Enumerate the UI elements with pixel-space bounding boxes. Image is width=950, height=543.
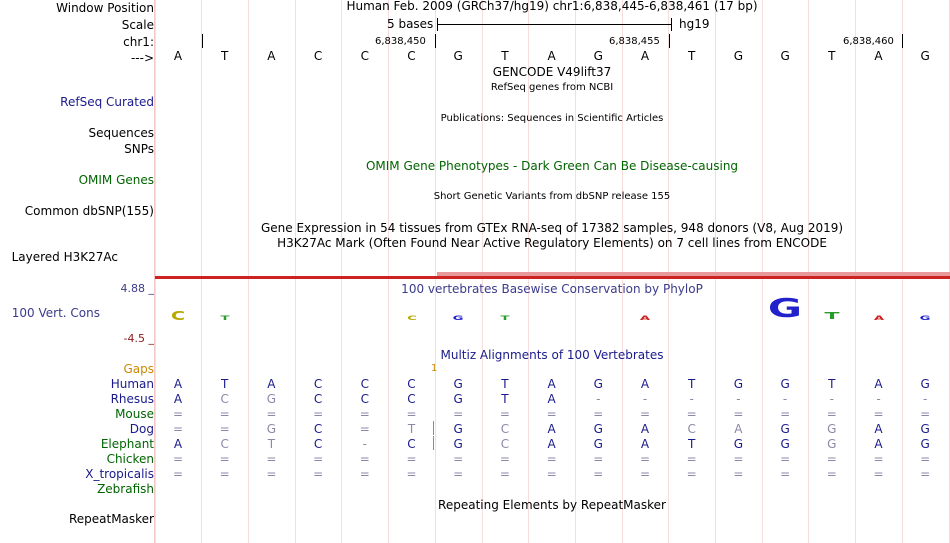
reference-base: T [828,49,836,63]
alignment-base: G [733,437,744,451]
alignment-base: = [172,422,184,436]
alignment-base: = [593,452,604,466]
phylop-logo-letter: T [824,311,840,322]
alignment-base: = [780,467,791,481]
alignment-base: A [640,377,650,391]
alignment-base: C [500,422,510,436]
ruler-label: 6,838,460 [843,36,894,47]
alignment-base: = [313,467,324,481]
alignment-base: A [267,377,276,391]
species-label[interactable]: X_tropicalis [85,467,154,481]
alignment-base: = [219,407,230,421]
alignment-base: C [500,437,510,451]
alignment-base: = [359,452,370,466]
alignment-base: G [453,437,463,451]
alignment-base: A [874,437,883,451]
alignment-base: = [359,407,370,421]
base-gridline [295,0,296,543]
base-gridline [435,0,436,543]
insertion-marker [433,436,434,450]
assembly-label: hg19 [679,17,710,31]
alignment-base: - [782,392,788,406]
alignment-base: = [546,467,557,481]
snps-label[interactable]: SNPs [124,142,154,156]
alignment-base: - [362,437,367,451]
h3k27ac-signal-band [155,276,950,279]
alignment-base: = [453,407,464,421]
refseq-subtitle[interactable]: RefSeq genes from NCBI [490,82,614,93]
alignment-base: = [920,452,931,466]
alignment-base: = [406,407,417,421]
reference-base: T [688,49,696,63]
alignment-base: G [827,422,837,436]
gaps-label[interactable]: Gaps [123,362,154,376]
alignment-base: = [826,407,837,421]
base-gridline [155,0,156,543]
alignment-base: T [688,377,696,391]
species-label[interactable]: Mouse [115,407,154,421]
reference-base: C [407,49,416,63]
alignment-base: T [688,437,696,451]
alignment-base: A [640,437,650,451]
alignment-base: = [686,407,697,421]
ruler-label: 6,838,450 [375,36,426,47]
reference-base: A [874,49,883,63]
alignment-base: - [642,392,648,406]
alignment-base: T [407,422,416,436]
reference-base: A [547,49,556,63]
alignment-base: = [593,407,604,421]
h3k27ac-title[interactable]: H3K27Ac Mark (Often Found Near Active Regulatory Elements) on 7 cell lines from ENCODE [277,236,827,250]
ruler-label: 6,838,455 [609,36,660,47]
alignment-base: = [639,452,651,466]
alignment-base: = [406,452,417,466]
alignment-base: = [920,407,931,421]
alignment-base: T [221,377,229,391]
alignment-base: G [593,422,603,436]
alignment-base: C [220,392,229,406]
species-label[interactable]: Human [110,377,154,391]
alignment-base: = [313,407,324,421]
alignment-base: = [266,407,277,421]
reference-base: G [453,49,463,63]
vert-cons-label[interactable]: 100 Vert. Cons [11,306,100,320]
alignment-base: G [920,422,930,436]
alignment-base: G [827,437,837,451]
multiz-title[interactable]: Multiz Alignments of 100 Vertebrates [440,348,664,362]
track-labels [0,0,154,543]
gap-count-marker: 1 [431,363,438,374]
alignment-base: C [313,437,323,451]
alignment-base: = [780,407,791,421]
alignment-base: G [733,377,744,391]
base-gridline [388,0,389,543]
ruler-tick [202,34,203,48]
alignment-base: G [593,437,603,451]
phylop-logo-letter: A [873,315,884,322]
alignment-base: C [220,437,229,451]
alignment-base: C [313,422,323,436]
reference-base: C [313,49,323,63]
alignment-base: = [686,467,697,481]
phylop-logo-letter: C [170,309,186,323]
alignment-base: T [501,392,509,406]
alignment-base: G [920,377,930,391]
alignment-base: G [593,377,603,391]
h3k27ac-signal-peak [437,272,950,276]
alignment-base: G [780,377,790,391]
track-panel[interactable] [155,0,950,543]
omim-genes-label[interactable]: OMIM Genes [78,173,154,187]
gencode-title[interactable]: GENCODE V49lift37 [492,65,612,79]
alignment-base: A [547,377,556,391]
chromosome-label[interactable]: chr1: [123,35,154,49]
alignment-base: = [453,452,464,466]
species-label[interactable]: Rhesus [110,392,154,406]
alignment-base: = [266,452,277,466]
alignment-base: C [407,377,416,391]
ruler-tick [435,34,436,48]
alignment-base: = [593,467,604,481]
alignment-base: C [360,377,369,391]
alignment-base: = [219,452,230,466]
refseq-curated-label[interactable]: RefSeq Curated [60,95,154,109]
common-dbsnp-label[interactable]: Common dbSNP(155) [24,204,154,218]
alignment-base: A [173,392,183,406]
phylop-logo-letter: C [406,315,417,322]
alignment-base: - [876,392,881,406]
scale-bar [437,24,671,25]
reference-base: G [920,49,930,63]
reference-base: A [267,49,276,63]
reference-base: C [360,49,369,63]
gtex-title[interactable]: Gene Expression in 54 tissues from GTEx RNA-seq of 17382 samples, 948 donors (V8, Aug 2019) [260,221,844,235]
window-position-label[interactable]: Window Position [56,1,154,15]
alignment-base: = [826,452,837,466]
alignment-base: A [173,377,183,391]
alignment-base: = [733,452,744,466]
reference-base: T [221,49,229,63]
alignment-base: G [266,392,277,406]
sequences-label[interactable]: Sequences [88,126,154,140]
alignment-base: = [499,407,510,421]
reference-base: G [593,49,603,63]
alignment-base: = [873,467,884,481]
alignment-base: = [639,467,651,481]
alignment-base: - [736,392,741,406]
phylop-logo-letter: G [919,315,931,322]
species-label[interactable]: Zebrafish [97,482,154,496]
alignment-base: T [828,377,836,391]
alignment-base: C [313,377,323,391]
alignment-base: A [547,392,556,406]
alignment-base: G [266,422,277,436]
dbsnp-title[interactable]: Short Genetic Variants from dbSNP release 155 [433,191,671,202]
alignment-base: A [547,437,556,451]
reference-base: G [780,49,790,63]
alignment-base: C [407,437,416,451]
layered-h3k27ac-label[interactable]: Layered H3K27Ac [11,250,118,264]
alignment-base: = [453,467,464,481]
alignment-base: = [639,407,651,421]
phylop-logo-letter: G [768,294,803,324]
conservation-max-value: 4.88 _ [120,282,154,295]
alignment-base: A [173,437,183,451]
alignment-base: G [453,392,463,406]
reference-base: T [501,49,509,63]
insertion-marker [433,421,434,435]
alignment-base: = [359,422,370,436]
alignment-base: = [733,467,744,481]
alignment-base: = [359,467,370,481]
scale-bar-left-tick [437,18,438,31]
conservation-min-value: -4.5 _ [123,332,154,345]
phylop-title[interactable]: 100 vertebrates Basewise Conservation by PhyloP [401,282,703,296]
phylop-logo-letter: T [220,315,230,322]
alignment-base: C [407,392,416,406]
alignment-base: G [453,422,463,436]
ruler-tick [902,34,903,48]
ruler-tick [669,34,670,48]
alignment-base: - [596,392,601,406]
alignment-base: = [406,467,417,481]
repeatmasker-label[interactable]: RepeatMasker [68,512,154,526]
alignment-base: G [780,422,790,436]
alignment-base: A [640,422,650,436]
reference-base: G [733,49,744,63]
phylop-logo-letter: A [639,315,651,322]
alignment-base: = [172,407,184,421]
alignment-base: = [499,467,510,481]
alignment-base: = [219,422,230,436]
alignment-base: A [874,377,883,391]
scale-bases-text: 5 bases [387,17,434,31]
alignment-base: = [499,452,510,466]
scale-label[interactable]: Scale [121,18,154,32]
alignment-base: C [687,422,696,436]
alignment-base: G [453,377,463,391]
alignment-base: = [873,452,884,466]
strand-toggle[interactable]: ---> [130,51,154,65]
alignment-base: C [360,392,369,406]
species-label[interactable]: Dog [129,422,154,436]
window-position-text: Human Feb. 2009 (GRCh37/hg19) chr1:6,838,445-6,838,461 (17 bp) [346,0,758,13]
alignment-base: = [546,407,557,421]
alignment-base: A [874,422,883,436]
alignment-base: - [829,392,834,406]
species-label[interactable]: Chicken [106,452,154,466]
alignment-base: A [734,422,743,436]
alignment-base: = [313,452,324,466]
repeatmasker-title[interactable]: Repeating Elements by RepeatMasker [438,498,666,512]
alignment-base: = [686,452,697,466]
scale-bar-right-tick [671,18,672,31]
alignment-base: C [313,392,323,406]
species-label[interactable]: Elephant [100,437,154,451]
phylop-logo-letter: T [500,315,510,322]
base-gridline [248,0,249,543]
alignment-base: A [547,422,556,436]
alignment-base: = [920,467,931,481]
alignment-base: G [780,437,790,451]
alignment-base: = [780,452,791,466]
reference-base: A [640,49,650,63]
alignment-base: = [219,467,230,481]
alignment-base: = [172,467,184,481]
alignment-base: = [266,467,277,481]
base-gridline [341,0,342,543]
alignment-base: - [689,392,694,406]
alignment-base: G [920,437,930,451]
alignment-base: = [733,407,744,421]
omim-title[interactable]: OMIM Gene Phenotypes - Dark Green Can Be Disease-causing [365,159,739,173]
reference-base: A [173,49,183,63]
alignment-base: = [546,452,557,466]
publications-title[interactable]: Publications: Sequences in Scientific Articles [440,113,664,124]
phylop-logo-letter: G [452,315,464,322]
alignment-base: = [873,407,884,421]
alignment-base: = [172,452,184,466]
alignment-base: T [267,437,276,451]
alignment-base: - [923,392,928,406]
alignment-base: T [501,377,509,391]
alignment-base: = [826,467,837,481]
base-gridline [201,0,202,543]
